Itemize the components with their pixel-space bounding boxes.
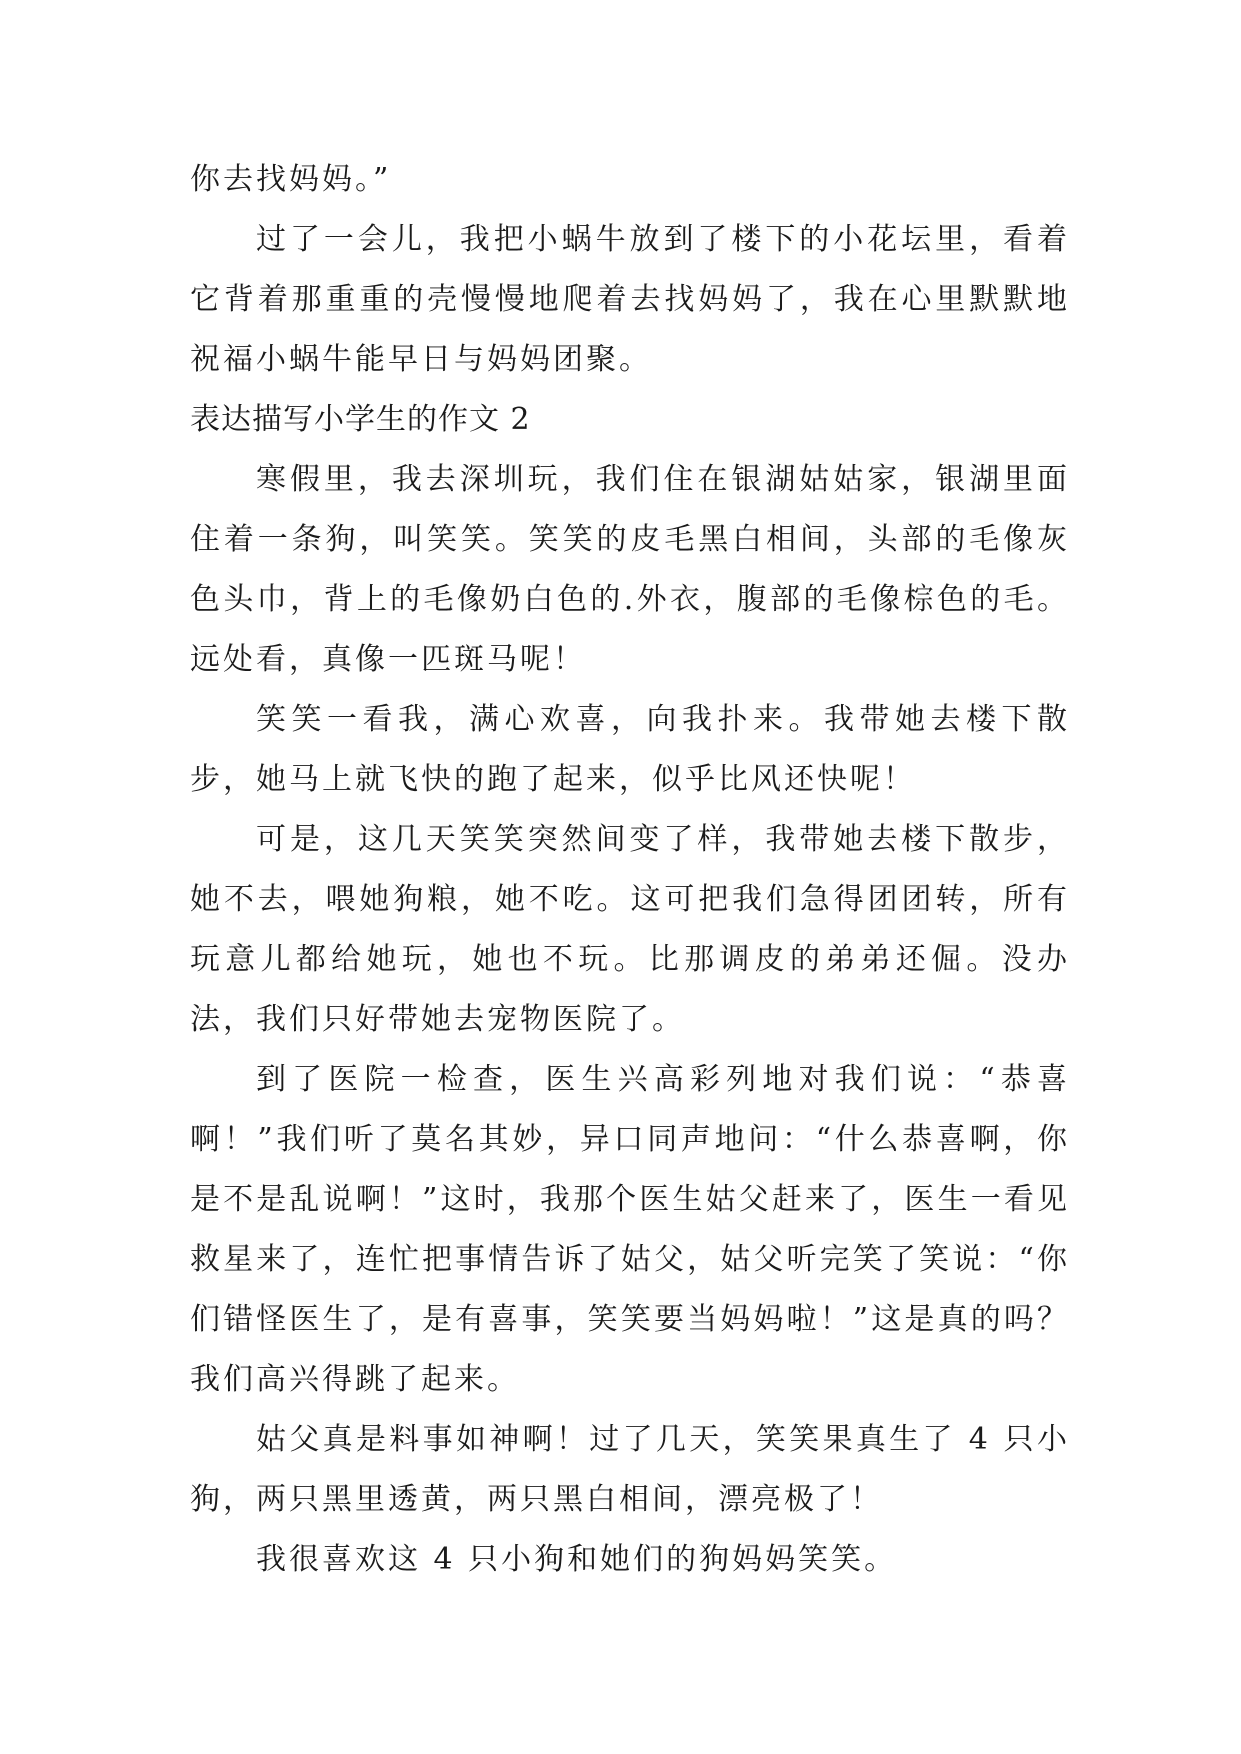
paragraph-snail-ending: 过了一会儿，我把小蜗牛放到了楼下的小花坛里，看着它背着那重重的壳慢慢地爬着去找妈妈了，我在心里默默地祝福小蜗牛能早日与妈妈团聚。 — [190, 222, 1070, 377]
document-page — [190, 150, 1070, 1590]
paragraph-greeting: 笑笑一看我，满心欢喜，向我扑来。我带她去楼下散步，她马上就飞快的跑了起来，似乎比风还快呢！ — [190, 702, 1070, 797]
paragraph-intro: 寒假里，我去深圳玩，我们住在银湖姑姑家，银湖里面住着一条狗，叫笑笑。笑笑的皮毛黑白相间，头部的毛像灰色头巾，背上的毛像奶白色的.外衣，腹部的毛像棕色的毛。远处看，真像一匹斑马呢！ — [190, 462, 1070, 677]
paragraph-change: 可是，这几天笑笑突然间变了样，我带她去楼下散步，她不去，喂她狗粮，她不吃。这可把我们急得团团转，所有玩意儿都给她玩，她也不玩。比那调皮的弟弟还倔。没办法，我们只好带她去宠物医院了。 — [190, 822, 1070, 1037]
paragraph-puppies: 姑父真是料事如神啊！过了几天，笑笑果真生了 4 只小狗，两只黑里透黄，两只黑白相间，漂亮极了！ — [190, 1422, 1070, 1517]
essay-heading: 表达描写小学生的作文 2 — [190, 402, 531, 437]
paragraph-continuation: 你去找妈妈。” — [190, 162, 392, 197]
paragraph-closing: 我很喜欢这 4 只小狗和她们的狗妈妈笑笑。 — [256, 1542, 898, 1577]
paragraph-hospital: 到了医院一检查，医生兴高彩列地对我们说：“恭喜啊！”我们听了莫名其妙，异口同声地问：“什么恭喜啊，你是不是乱说啊！”这时，我那个医生姑父赶来了，医生一看见救星来了，连忙把事情告诉了姑父，姑父听完笑了笑说：“你们错怪医生了，是有喜事，笑笑要当妈妈啦！”这是真的吗？我们高兴得跳了起来。 — [190, 1062, 1070, 1397]
